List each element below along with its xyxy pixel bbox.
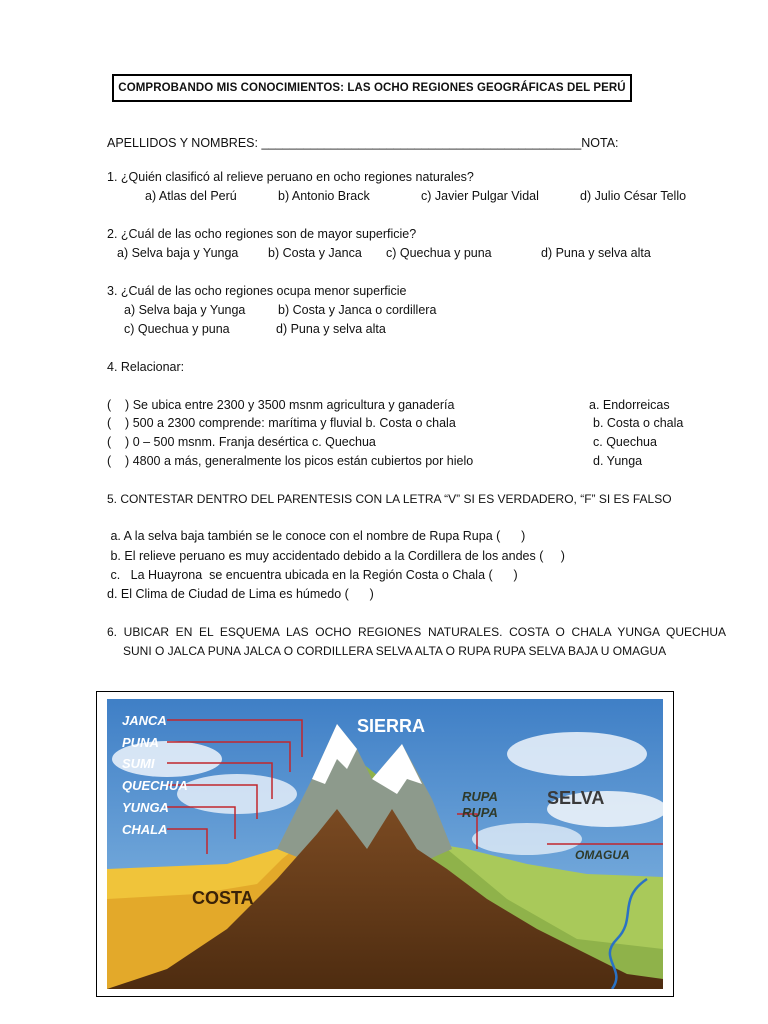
label-omagua: OMAGUA <box>575 848 630 862</box>
label-chala: CHALA <box>122 822 168 837</box>
q2-option-c: c) Quechua y puna <box>386 246 492 260</box>
names-line: APELLIDOS Y NOMBRES: ______________________________________________NOTA: <box>107 136 619 150</box>
q3-option-c: c) Quechua y puna <box>124 322 230 336</box>
q2-option-a: a) Selva baja y Yunga <box>117 246 239 260</box>
q4-row-right: d. Yunga <box>593 454 643 468</box>
q2-option-b: b) Costa y Janca <box>268 246 362 260</box>
q4-row-right: b. Costa o chala <box>593 416 684 430</box>
q6-line2: SUNI O JALCA PUNA JALCA O CORDILLERA SELVA ALTA O RUPA RUPA SELVA BAJA U OMAGUA <box>123 644 667 658</box>
label-puna: PUNA <box>122 735 159 750</box>
q2-option-d: d) Puna y selva alta <box>541 246 651 260</box>
q1-option-c: c) Javier Pulgar Vidal <box>421 189 539 203</box>
q3-question: 3. ¿Cuál de las ocho regiones ocupa menor superficie <box>107 284 407 298</box>
q3-option-b: b) Costa y Janca o cordillera <box>278 303 437 317</box>
q3-option-a: a) Selva baja y Yunga <box>124 303 246 317</box>
q4-row-left: ( ) Se ubica entre 2300 y 3500 msnm agricultura y ganadería <box>107 398 455 412</box>
q6-line1: 6. UBICAR EN EL ESQUEMA LAS OCHO REGIONES NATURALES. COSTA O CHALA YUNGA QUECHUA <box>107 625 727 639</box>
q1-question: 1. ¿Quién clasificó al relieve peruano en ocho regiones naturales? <box>107 170 474 184</box>
q4-row-right: c. Quechua <box>593 435 657 449</box>
q1-option-d: d) Julio César Tello <box>580 189 687 203</box>
regions-diagram-image <box>107 699 663 989</box>
q4-row-left: ( ) 500 a 2300 comprende: marítima y fluvial b. Costa o chala <box>107 416 456 430</box>
q1-option-b: b) Antonio Brack <box>278 189 370 203</box>
q4-row-left: ( ) 4800 a más, generalmente los picos están cubiertos por hielo <box>107 454 474 468</box>
label-rupa-2: RUPA <box>462 805 498 820</box>
label-quechua: QUECHUA <box>122 778 188 793</box>
q4-question: 4. Relacionar: <box>107 360 185 374</box>
q4-row-left: ( ) 0 – 500 msnm. Franja desértica c. Quechua <box>107 435 376 449</box>
worksheet-title: COMPROBANDO MIS CONOCIMIENTOS: LAS OCHO REGIONES GEOGRÁFICAS DEL PERÚ <box>112 74 632 102</box>
q4-row-right: a. Endorreicas <box>589 398 670 412</box>
label-selva: SELVA <box>547 788 605 808</box>
q5-item-c: c. La Huayrona se encuentra ubicada en la Región Costa o Chala ( ) <box>107 568 518 582</box>
q2-question: 2. ¿Cuál de las ocho regiones son de mayor superficie? <box>107 227 417 241</box>
label-sumi: SUMI <box>122 756 155 771</box>
regions-diagram <box>96 691 674 997</box>
label-costa: COSTA <box>192 888 254 908</box>
q3-option-d: d) Puna y selva alta <box>276 322 386 336</box>
label-sierra: SIERRA <box>357 716 426 736</box>
q5-item-d: d. El Clima de Ciudad de Lima es húmedo ( ) <box>107 587 374 601</box>
q5-item-a: a. A la selva baja también se le conoce con el nombre de Rupa Rupa ( ) <box>107 529 526 543</box>
q5-item-b: b. El relieve peruano es muy accidentado debido a la Cordillera de los andes ( ) <box>107 549 565 563</box>
q5-question: 5. CONTESTAR DENTRO DEL PARENTESIS CON LA LETRA “V” SI ES VERDADERO, “F” SI ES FALSO <box>107 492 672 506</box>
label-yunga: YUNGA <box>122 800 169 815</box>
label-janca: JANCA <box>122 713 167 728</box>
q1-option-a: a) Atlas del Perú <box>145 189 237 203</box>
label-rupa-1: RUPA <box>462 789 498 804</box>
